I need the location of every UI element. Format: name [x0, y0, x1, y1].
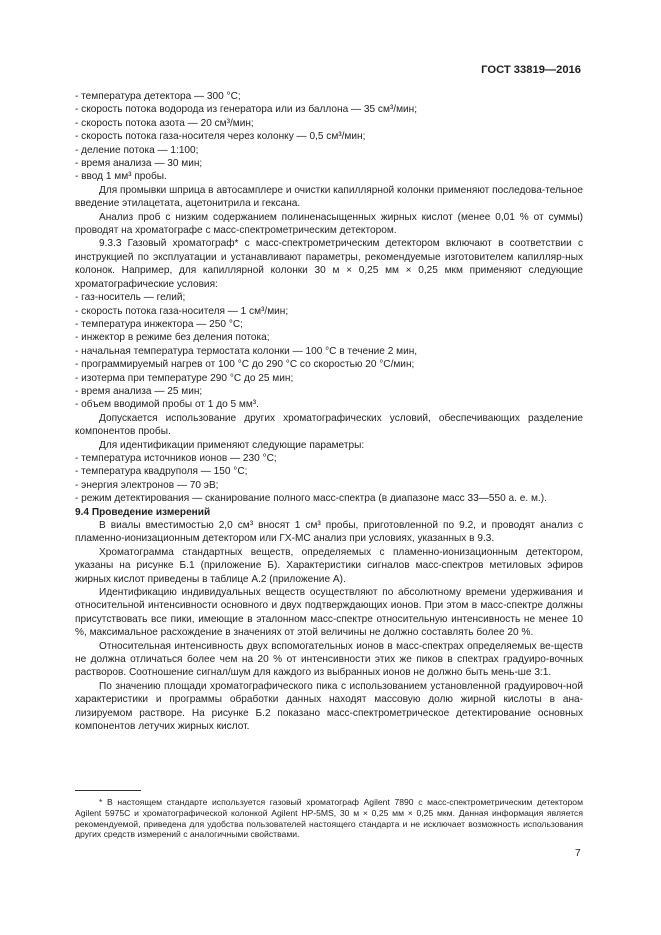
- list-item: - газ-носитель — гелий;: [75, 292, 186, 304]
- paragraph: Допускается использование других хроматографических условий, обеспечивающих разделение компонентов пробы.: [75, 412, 583, 438]
- document-body: [75, 90, 583, 734]
- list-item: - время анализа — 25 мин;: [75, 385, 203, 397]
- paragraph: По значению площади хроматографического пика с использованием установленной градуировоч-ной характеристики и программы обработки данных находят массовую долю жирной кислоты в ана-лизируемом растворе. На рисунке Б.2 показано масс-спектрометрическое детектирование основных компонентов летучих жирных кислот.: [75, 680, 583, 733]
- footnote-divider: [75, 790, 141, 791]
- paragraph: Для промывки шприца в автосамплере и очистки капиллярной колонки применяют последова-тельное введение этилацетата, ацетонитрила и гексана.: [75, 184, 583, 210]
- list-item: - объем вводимой пробы от 1 до 5 мм³.: [75, 399, 259, 411]
- document-header: ГОСТ 33819—2016: [481, 64, 581, 76]
- list-item: - скорость потока газа-носителя — 1 см³/мин;: [75, 305, 289, 317]
- list-item: - программируемый нагрев от 100 °С до 290 °С со скоростью 20 °С/мин;: [75, 359, 415, 371]
- paragraph: Идентификацию индивидуальных веществ осуществляют по абсолютному времени удерживания и относительной интенсивности основного и двух подтверждающих ионов. При этом в масс-спектре должны присутствовать все пики, имеющие в эталонном масс-спектре относительную интенсивность не менее 10 %, максимальное расхождение в значениях от этой величины не должно составлять более 20 %.: [75, 587, 583, 639]
- list-item: - скорость потока водорода из генератора или из баллона — 35 см³/мин;: [75, 104, 418, 116]
- list-item: - деление потока — 1:100;: [75, 144, 199, 156]
- paragraph: Хроматограмма стандартных веществ, определяемых с пламенно-ионизационным детектором, указаны на рисунке Б.1 (приложение Б). Характеристики сигналов масс-спектров метиловых эфиров жирных кислот приведены в таблице А.2 (приложение А).: [75, 546, 583, 585]
- paragraph: Для идентификации применяют следующие параметры:: [99, 439, 365, 451]
- list-item: - температура детектора — 300 °С;: [75, 91, 241, 102]
- section-heading: 9.4 Проведение измерений: [75, 506, 211, 518]
- list-item: - скорость потока азота — 20 см³/мин;: [75, 117, 254, 129]
- list-item: - время анализа — 30 мин;: [75, 158, 203, 170]
- paragraph: Анализ проб с низким содержанием полиненасыщенных жирных кислот (менее 0,01 % от суммы) проводят на хроматографе с масс-спектрометрическим детектором.: [75, 211, 583, 237]
- paragraph: В виалы вместимостью 2,0 см³ вносят 1 см³ пробы, приготовленной по 9.2, и проводят анализ с пламенно-ионизационным детектором или ГХ-МС анализ при условиях, указанных в 9.3.: [75, 520, 583, 545]
- page-number: 7: [575, 848, 581, 859]
- list-item: - температура инжектора — 250 °С;: [75, 318, 243, 330]
- list-item: - скорость потока газа-носителя через колонку — 0,5 см³/мин;: [75, 131, 366, 143]
- list-item: - температура источников ионов — 230 °С;: [75, 452, 277, 464]
- list-item: - начальная температура термостата колонки — 100 °С в течение 2 мин,: [75, 345, 418, 357]
- list-item: - режим детектирования — сканирование полного масс-спектра (в диапазоне масс 33—550 а. е. м.).: [75, 493, 547, 505]
- list-item: - изотерма при температуре 290 °С до 25 мин;: [75, 372, 294, 384]
- paragraph: 9.3.3 Газовый хроматограф* с масс-спектрометрическим детектором включают в соответствии с инструкцией по эксплуатации и устанавливают параметры, рекомендуемые изготовителем капилляр-ных колонок. Например, для капиллярной колонки 30 м × 0,25 мм × 0,25 мкм применяют следующие хроматографические условия:: [75, 238, 583, 290]
- list-item: - инжектор в режиме без деления потока;: [75, 332, 270, 344]
- footnote: [75, 797, 583, 840]
- paragraph: Относительная интенсивность двух вспомогательных ионов в масс-спектрах определяемых ве-ществ не должна отличаться более чем на 20 % от интенсивности этих же пиков в спектрах градуиро-вочных растворов. Соотношение сигнал/шум для каждого из выбранных ионов не должно быть мень-ше 3:1.: [75, 640, 583, 679]
- list-item: - температура квадруполя — 150 °С;: [75, 466, 248, 478]
- footnote-text: * В настоящем стандарте используется газовый хроматограф Agilent 7890 с масс-спектрометрическим детектором Agilent 5975C и хроматографической колонкой Agilent HP-5MS, 30 м × 0,25 мм × 0,25 мкм. Данная информация является рекомендуемой, приведена для удобства пользователей настоящего стандарта и не исключает возможность использования других средств измерений с аналогичными свойствами.: [75, 797, 583, 840]
- list-item: - энергия электронов — 70 эВ;: [75, 479, 219, 491]
- list-item: - ввод 1 мм³ пробы.: [75, 171, 167, 183]
